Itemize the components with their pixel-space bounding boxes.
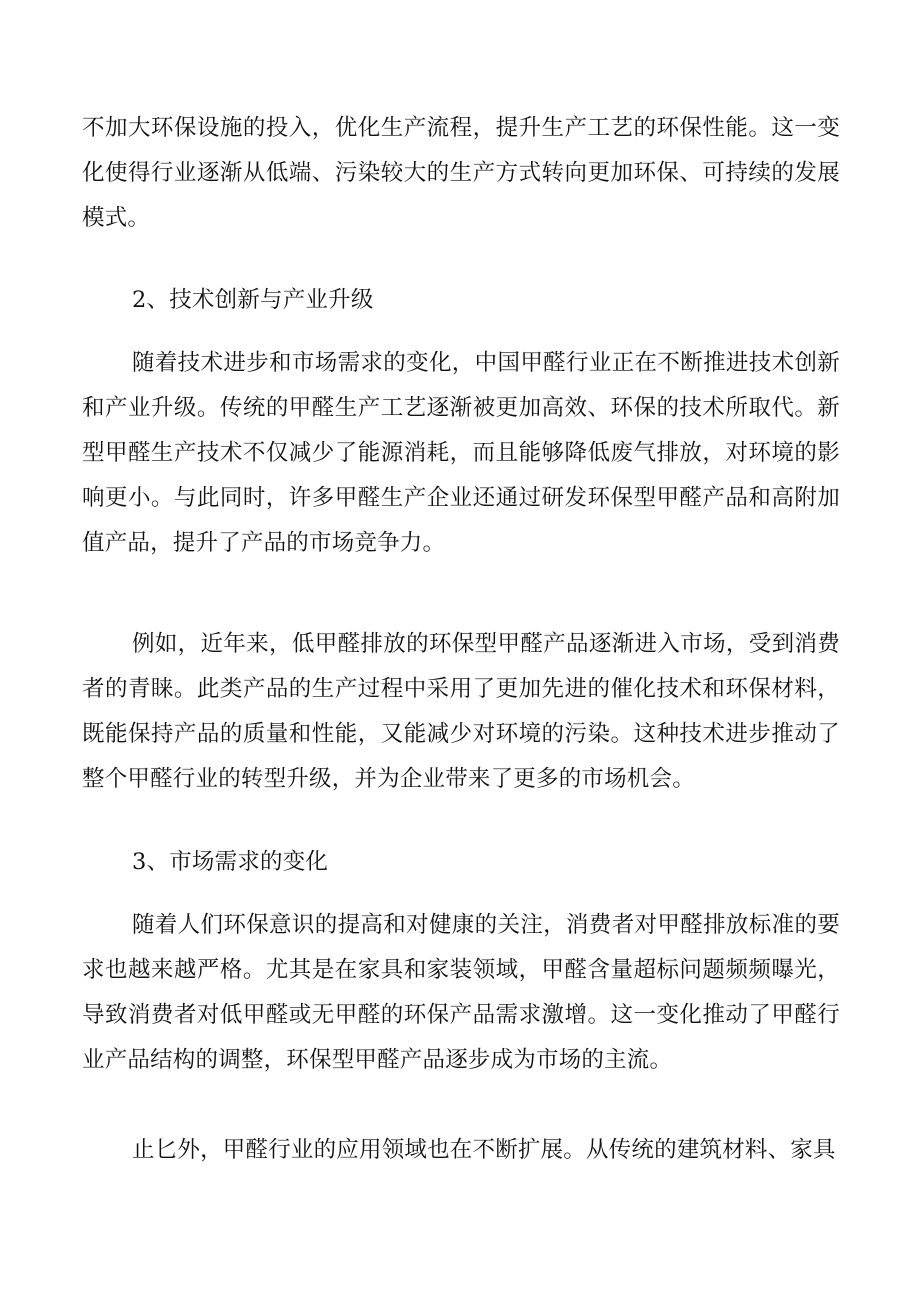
- paragraph-tech-example: 例如，近年来，低甲醛排放的环保型甲醛产品逐渐进入市场，受到消费者的青睐。此类产品的生产过程中采用了更加先进的催化技术和环保材料，既能保持产品的质量和性能，又能减少对环境的污染。这种技术进步推动了整个甲醛行业的转型升级，并为企业带来了更多的市场机会。: [82, 631, 840, 792]
- section-heading-tech-innovation: 2、技术创新与产业升级: [132, 287, 374, 313]
- paragraph-market-demand: 随着人们环保意识的提高和对健康的关注，消费者对甲醛排放标准的要求也越来越严格。尤其是在家具和家装领域，甲醛含量超标问题频频曝光，导致消费者对低甲醛或无甲醛的环保产品需求激增。这一变化推动了甲醛行业产品结构的调整，环保型甲醛产品逐步成为市场的主流。: [82, 912, 840, 1073]
- paragraph-tech-innovation: 随着技术进步和市场需求的变化，中国甲醛行业正在不断推进技术创新和产业升级。传统的甲醛生产工艺逐渐被更加高效、环保的技术所取代。新型甲醛生产技术不仅减少了能源消耗，而且能够降低废气排放，对环境的影响更小。与此同时，许多甲醛生产企业还通过研发环保型甲醛产品和高附加值产品，提升了产品的市场竞争力。: [82, 350, 840, 556]
- section-heading-market-demand: 3、市场需求的变化: [132, 849, 329, 875]
- paragraph-market-expansion: 止匕外，甲醛行业的应用领域也在不断扩展。从传统的建筑材料、家具: [132, 1137, 836, 1163]
- paragraph-continuation: 不加大环保设施的投入，优化生产流程，提升生产工艺的环保性能。这一变化使得行业逐渐从低端、污染较大的生产方式转向更加环保、可持续的发展模式。: [82, 115, 840, 231]
